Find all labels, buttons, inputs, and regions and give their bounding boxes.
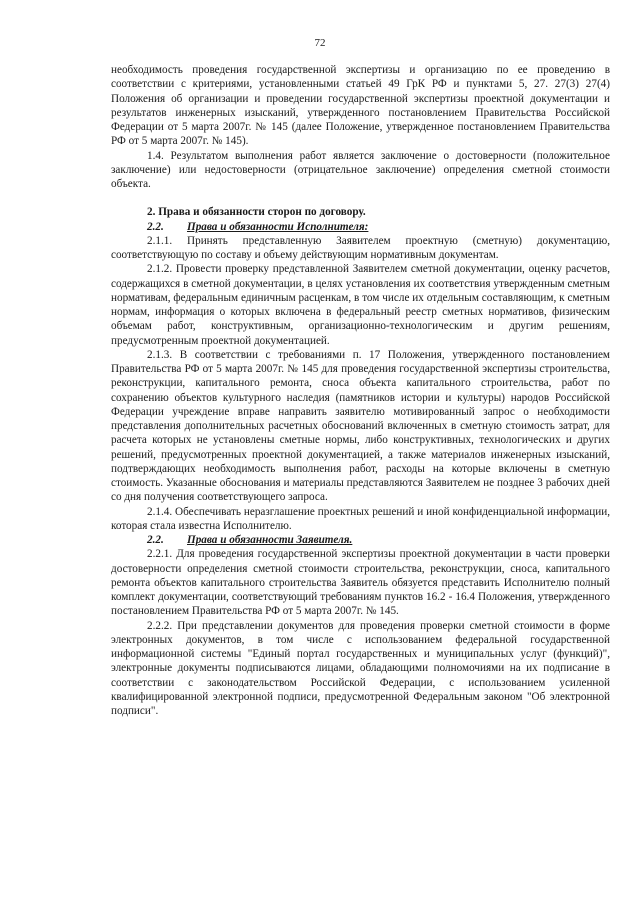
paragraph-2-2-1: 2.2.1. Для проведения государственной экспертизы проектной документации в части проверки достоверности определения сметной стоимости строительства, реконструкции, сноса, капитального ремонта объектов капитального строительства Заявитель обязуется представить Исполнителю полный комплект документации, соответствующий требованиям пунктов 16.2 - 16.4 Положения, утвержденного постановлением Правительства РФ от 5 марта 2007г. № 145. xyxy=(111,548,610,618)
paragraph-2-1-3: 2.1.3. В соответствии с требованиями п. 17 Положения, утвержденного постановлением Правительства РФ от 5 марта 2007г. № 145 для проведения государственной экспертизы строительства, реконструкции, капитального ремонта, сноса объекта капитального строительства, работ по сохранению объектов культурного наследия (памятников истории и культуры) народов Российской Федерации учреждение вправе направить заявителю мотивированный запрос о необходимости представления дополнительных расчетных обоснований включенных в сметную стоимость затрат, для расчета которых не установлены сметные нормы, либо конструктивных, технологических и других решений, предусмотренных проектной документацией, а также материалов инженерных изысканий, подтверждающих необходимость выполнения работ, расходы на которые включены в сметную стоимость. Указанные обоснования и материалы представляются Заявителем не позднее 3 рабочих дней со дня получения соответствующего запроса. xyxy=(111,348,610,504)
subsection-2-2-contractor xyxy=(111,220,610,234)
paragraph-1-4: 1.4. Результатом выполнения работ является заключение о достоверности (положительное заключение) или недостоверности (отрицательное заключение) определения сметной стоимости объекта. xyxy=(111,149,610,190)
subsection-number: 2.2. xyxy=(147,534,164,546)
paragraph-2-1-1: 2.1.1. Принять представленную Заявителем проектную (сметную) документацию, соответствующую по составу и объему действующим нормативным документам. xyxy=(111,234,610,261)
subsection-number: 2.2. xyxy=(147,220,164,233)
paragraph-2-1-4: 2.1.4. Обеспечивать неразглашение проектных решений и иной конфиденциальной информации, которая стала известна Исполнителю. xyxy=(111,505,610,532)
section-2-heading: 2. Права и обязанности сторон по договору. xyxy=(147,206,366,219)
subsection-title: Права и обязанности Заявителя. xyxy=(187,534,353,546)
subsection-title: Права и обязанности Исполнителя: xyxy=(187,220,369,233)
subsection-2-2-applicant xyxy=(111,533,610,547)
document-body xyxy=(111,63,610,718)
paragraph-intro: необходимость проведения государственной экспертизы и организацию по ее проведению в соответствии с критериями, установленными статьей 49 ГрК РФ и пунктами 5, 27. 27(3) 27(4) Положения об организации и проведении государственной экспертизы проектной документации и результатов инженерных изысканий, утвержденного постановлением Правительства Российской Федерации от 5 марта 2007г. № 145 (далее Положение, утвержденное постановлением Правительства РФ от 5 марта 2007г. № 145). xyxy=(111,64,610,148)
paragraph-2-1-2: 2.1.2. Провести проверку представленной Заявителем сметной документации, оценку расчетов, содержащихся в сметной документации, в целях установления их соответствия утвержденным сметным нормативам, федеральным единичным расценкам, в том числе их отдельным составляющим, к сметным нормам, информация о которых включена в федеральный реестр сметных нормативов, физическим объемам работ, конструктивным, организационно-технологическим и другим решениям, предусмотренным проектной документацией. xyxy=(111,263,610,347)
paragraph-2-2-2: 2.2.2. При представлении документов для проведения проверки сметной стоимости в форме электронных документов, в том числе с использованием федеральной государственной информационной системы "Единый портал государственных и муниципальных услуг (функций)", электронные документы подписываются лицами, обладающими полномочиями на их подписание в соответствии с законодательством Российской Федерации, с использованием усиленной квалифицированной электронной подписи, предусмотренной Федеральным законом "Об электронной подписи". xyxy=(111,619,610,717)
page-number: 72 xyxy=(314,37,326,49)
